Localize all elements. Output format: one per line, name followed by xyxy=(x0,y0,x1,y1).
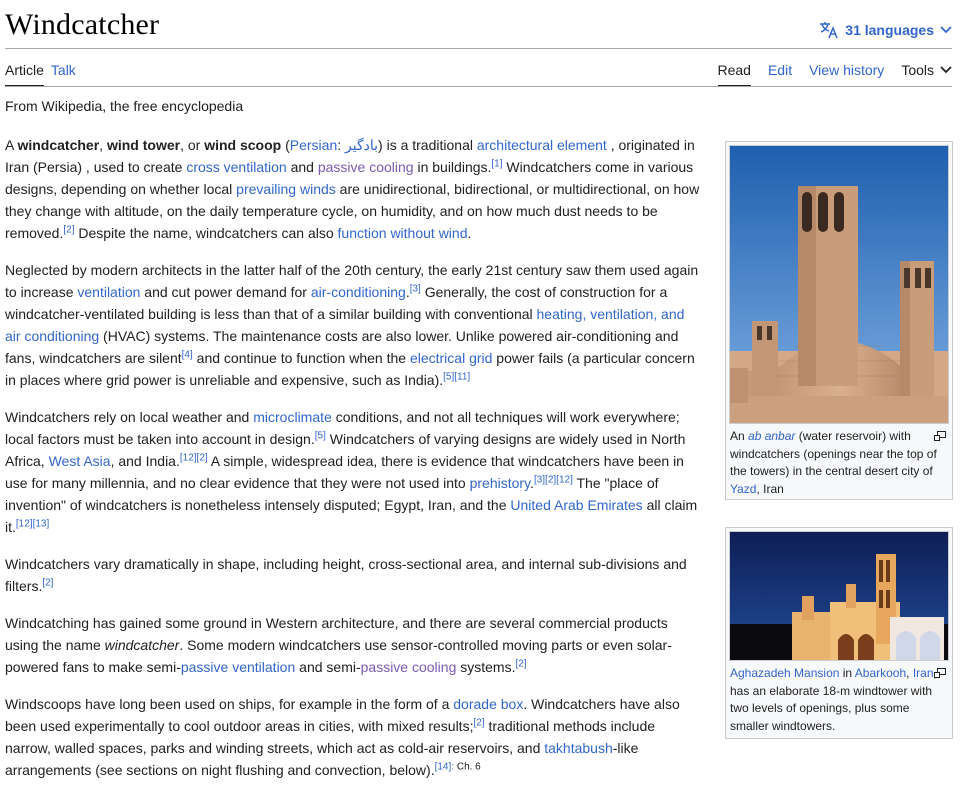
link-west-asia[interactable]: West Asia xyxy=(48,453,111,469)
text: Generally, the cost of construction for a windcatcher-ventilated building is less than that of a similar building with conventional xyxy=(5,284,668,322)
text: An xyxy=(730,429,749,443)
text: , or xyxy=(180,137,205,153)
text: . xyxy=(405,284,410,300)
link-prehistory[interactable]: prehistory xyxy=(469,475,531,491)
text: ( xyxy=(281,137,290,153)
aghazadeh-photo xyxy=(730,532,949,660)
tools-menu[interactable] xyxy=(901,54,952,87)
link-yazd[interactable]: Yazd xyxy=(730,481,757,496)
text: The "place of invention" of windcatchers is nonetheless intensely disputed; Egypt, Iran, and the xyxy=(5,475,659,513)
link-air-conditioning[interactable]: air-conditioning xyxy=(310,284,406,300)
chevron-down-icon xyxy=(940,66,952,74)
figure-ab-anbar xyxy=(725,141,953,500)
paragraph-intro xyxy=(5,134,703,244)
link-takhtabush[interactable]: takhtabush xyxy=(544,740,613,756)
tabs-divider xyxy=(5,86,952,87)
text: conditions, and not all techniques will work everywhere; local factors must be taken into account in design. xyxy=(5,409,680,447)
paragraph-shapes xyxy=(5,553,703,597)
page-title: Windcatcher xyxy=(5,8,160,41)
enlarge-icon[interactable] xyxy=(934,668,946,678)
figure-caption xyxy=(726,424,952,504)
article-body xyxy=(5,134,703,796)
citation[interactable]: [3][2][12] xyxy=(533,474,573,486)
link-microclimate[interactable]: microclimate xyxy=(253,409,332,425)
text: Windcatchers vary dramatically in shape, including height, cross-sectional area, and internal sub-divisions and filters. xyxy=(5,556,687,594)
tab-read[interactable]: Read xyxy=(718,54,751,87)
text: Despite the name, windcatchers can also xyxy=(74,225,338,241)
citation[interactable]: [14]: xyxy=(434,761,455,773)
text: are unidirectional, bidirectional, or multidirectional, on how they change with altitude, on the daily temperature cycle, on humidity, and on how much dust needs to be removed. xyxy=(5,181,700,241)
site-tagline: From Wikipedia, the free encyclopedia xyxy=(5,98,244,114)
text: , Iran xyxy=(756,481,784,496)
link-cross-ventilation[interactable]: cross ventilation xyxy=(186,159,287,175)
citation[interactable]: [2] xyxy=(63,224,75,236)
text: A simple, widespread idea, there is evidence that windcatchers have been in use for many millennia, and no clear evidence that they were not used into xyxy=(5,453,684,491)
link-uae[interactable]: United Arab Emirates xyxy=(510,497,643,513)
title-divider xyxy=(5,48,952,49)
citation-page: Ch. 6 xyxy=(454,761,481,773)
text: systems. xyxy=(456,659,516,675)
text: . Windcatchers have also been used experimentally to cool outdoor areas in cities, with mixed results; xyxy=(5,696,680,734)
text: , and India. xyxy=(110,453,180,469)
citation[interactable]: [5] xyxy=(314,430,326,442)
link-passive-cooling[interactable]: passive cooling xyxy=(360,659,457,675)
link-iran[interactable]: Iran xyxy=(912,666,934,680)
citation[interactable]: [3] xyxy=(409,283,421,295)
link-prevailing-winds[interactable]: prevailing winds xyxy=(236,181,336,197)
text: Windcatchers rely on local weather and xyxy=(5,409,254,425)
text: Windcatchers of varying designs are widely used in North Africa, xyxy=(5,431,686,469)
tab-view-history[interactable]: View history xyxy=(809,62,885,78)
languages-button[interactable] xyxy=(819,21,952,39)
text: , xyxy=(906,666,913,680)
text: . Some modern windcatchers use sensor-controlled moving parts or even solar-powered fans to make semi- xyxy=(5,637,672,675)
link-hvac[interactable]: heating, ventilation, and air conditioning xyxy=(5,306,685,344)
paragraph-western xyxy=(5,612,703,678)
citation[interactable]: [1] xyxy=(491,158,503,170)
link-passive-ventilation[interactable]: passive ventilation xyxy=(180,659,296,675)
text: and cut power demand for xyxy=(140,284,311,300)
italic-term: windcatcher xyxy=(104,637,180,653)
link-ab-anbar[interactable]: ab anbar xyxy=(748,429,796,443)
text: has an elaborate 18-m windtower with two levels of openings, plus some smaller windtowers. xyxy=(730,683,933,733)
link-passive-cooling[interactable]: passive cooling xyxy=(317,159,414,175)
view-tabs xyxy=(718,54,953,87)
text: A xyxy=(5,137,18,153)
enlarge-icon[interactable] xyxy=(934,431,946,441)
text: Windscoops have long been used on ships, for example in the form of a xyxy=(5,696,454,712)
text: in buildings. xyxy=(413,159,492,175)
link-function-without-wind[interactable]: function without wind xyxy=(337,225,468,241)
tab-edit[interactable]: Edit xyxy=(767,62,793,78)
text: in xyxy=(839,666,855,680)
figure-caption xyxy=(726,661,952,741)
text: and semi- xyxy=(295,659,361,675)
text: (HVAC) systems. The maintenance costs are also lower. Unlike powered air-conditioning and fans, windcatchers are silent xyxy=(5,328,679,366)
text: : xyxy=(337,137,346,153)
text: (water reservoir) with windcatchers (openings near the top of the towers) in the central desert city of xyxy=(730,429,937,478)
text: all claim it. xyxy=(5,497,698,535)
paragraph-climate xyxy=(5,406,703,538)
bold-term: wind scoop xyxy=(204,137,282,153)
citation[interactable]: [12][2] xyxy=(179,452,208,464)
paragraph-ships xyxy=(5,693,703,781)
citation[interactable]: [5][11] xyxy=(443,371,471,383)
aghazadeh-image[interactable] xyxy=(729,531,949,661)
citation[interactable]: [12][13] xyxy=(15,518,50,530)
figure-aghazadeh-mansion xyxy=(725,527,953,739)
link-aghazadeh-mansion[interactable]: Aghazadeh Mansion xyxy=(730,666,840,680)
text: Windcatchers come in various designs, depending on whether local xyxy=(5,159,694,197)
link-electrical-grid[interactable]: electrical grid xyxy=(409,350,493,366)
text: traditional methods include narrow, walled spaces, parks and winding streets, which act as cold-air reservoirs, and xyxy=(5,718,656,756)
tools-label: Tools xyxy=(901,62,934,78)
ab-anbar-image[interactable] xyxy=(729,145,949,424)
link-ventilation[interactable]: ventilation xyxy=(77,284,141,300)
citation[interactable]: [2] xyxy=(515,658,527,670)
namespace-tabs xyxy=(5,54,91,87)
citation[interactable]: [4] xyxy=(181,349,193,361)
bold-term: windcatcher xyxy=(17,137,100,153)
text: power fails (a particular concern in places where grid power is unreliable and expensive, such as India). xyxy=(5,350,695,388)
bold-term: wind tower xyxy=(106,137,181,153)
text: Neglected by modern architects in the latter half of the 20th century, the early 21st century saw them used again to increase xyxy=(5,262,699,300)
link-abarkooh[interactable]: Abarkooh xyxy=(854,666,907,680)
translate-icon xyxy=(819,21,839,39)
languages-label: 31 languages xyxy=(845,22,934,38)
tab-article[interactable]: Article xyxy=(5,54,44,87)
citation[interactable]: [2] xyxy=(42,577,54,589)
text: -like arrangements (see sections on night flushing and convection, below). xyxy=(5,740,639,778)
ab-anbar-photo xyxy=(730,146,949,423)
chevron-down-icon xyxy=(940,26,952,34)
text: . xyxy=(530,475,534,491)
text: , originated in Iran (Persia) , used to create xyxy=(5,137,695,175)
citation[interactable]: [2] xyxy=(473,717,485,729)
tab-talk[interactable]: Talk xyxy=(50,62,76,78)
text: . xyxy=(467,225,472,241)
link-dorade-box[interactable]: dorade box xyxy=(453,696,524,712)
text: and continue to function when the xyxy=(192,350,410,366)
text: , xyxy=(99,137,107,153)
paragraph-modern xyxy=(5,259,703,391)
text: and xyxy=(286,159,318,175)
link-architectural-element[interactable]: architectural element xyxy=(476,137,607,153)
link-badgir[interactable]: بادگیر xyxy=(345,137,379,153)
text: ) is a traditional xyxy=(378,137,477,153)
text: Windcatching has gained some ground in Western architecture, and there are several commercial products using the name xyxy=(5,615,668,653)
link-persian[interactable]: Persian xyxy=(289,137,338,153)
